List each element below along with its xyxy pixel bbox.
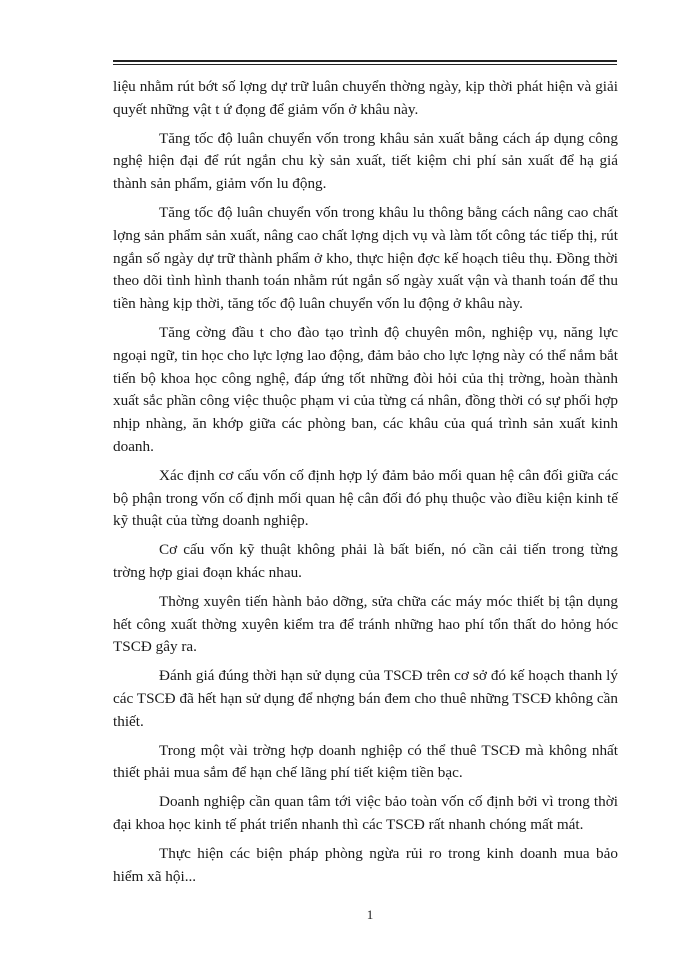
paragraph-10: Doanh nghiệp cần quan tâm tới việc bảo toàn vốn cố định bởi vì trong thời đại khoa học kinh tế phát triển nhanh thì các TSCĐ rất nhanh chóng mất mát. [113, 793, 618, 833]
page-number: 1 [366, 907, 374, 922]
paragraph-4: Tăng cờng đầu t cho đào tạo trình độ chuyên môn, nghiệp vụ, năng lực ngoại ngữ, tin học cho lực lợng lao động, đảm bảo cho lực lợng này có thể nắm bắt tiến bộ khoa học công nghệ, đáp ứng tốt những đòi hỏi của thị trờng, hoàn thành xuất sắc phần công việc thuộc phạm vi của từng cá nhân, đồng thời có sự phối hợp nhịp nhàng, ăn khớp giữa các phòng ban, các khâu của quá trình sản xuất kinh doanh. [113, 323, 618, 455]
paragraph-1: liệu nhằm rút bớt số lợng dự trữ luân chuyển thờng ngày, kịp thời phát hiện và giải quyết những vật t ứ đọng để giảm vốn ở khâu này. [113, 78, 618, 118]
paragraph-3: Tăng tốc độ luân chuyển vốn trong khâu lu thông bằng cách nâng cao chất lợng sản phẩm sản xuất, nâng cao chất lợng dịch vụ và làm tốt công tác tiếp thị, rút ngắn số ngày dự trữ thành phẩm ở kho, thực hiện đợc kế hoạch tiêu thụ. Đồng thời theo dõi tình hình thanh toán nhằm rút ngắn số ngày xuất vận và thanh toán để thu tiền hàng kịp thời, tăng tốc độ luân chuyển vốn lu động ở khâu này. [113, 203, 618, 313]
paragraph-9: Trong một vài trờng hợp doanh nghiệp có thể thuê TSCĐ mà không nhất thiết phải mua sắm để hạn chế lãng phí tiết kiệm tiền bạc. [113, 741, 618, 782]
header-rule-thin [113, 64, 617, 65]
paragraph-2: Tăng tốc độ luân chuyển vốn trong khâu sản xuất bằng cách áp dụng công nghệ hiện đại để rút ngắn chu kỳ sản xuất, tiết kiệm chi phí sản xuất để hạ giá thành sản phẩm, giảm vốn lu động. [113, 129, 618, 193]
paragraph-7: Thờng xuyên tiến hành bảo dỡng, sửa chữa các máy móc thiết bị tận dụng hết công xuất thờng xuyên kiểm tra để tránh những hao phí tổn thất do hỏng hóc TSCĐ gây ra. [113, 592, 618, 656]
document-body [113, 76, 618, 894]
paragraph-6: Cơ cấu vốn kỹ thuật không phải là bất biến, nó cần cải tiến trong từng trờng hợp giai đoạn khác nhau. [113, 541, 618, 581]
paragraph-5: Xác định cơ cấu vốn cố định hợp lý đảm bảo mối quan hệ cân đối giữa các bộ phận trong vốn cố định mối quan hệ cân đối đó phụ thuộc vào điều kiện kinh tế kỹ thuật của từng doanh nghiệp. [113, 466, 618, 530]
paragraph-8: Đánh giá đúng thời hạn sử dụng của TSCĐ trên cơ sở đó kế hoạch thanh lý các TSCĐ đã hết hạn sử dụng để nhợng bán đem cho thuê những TSCĐ không cần thiết. [113, 667, 618, 730]
paragraph-11: Thực hiện các biện pháp phòng ngừa rủi ro trong kinh doanh mua bảo hiểm xã hội... [113, 844, 618, 885]
header-rule-thick [113, 60, 617, 62]
